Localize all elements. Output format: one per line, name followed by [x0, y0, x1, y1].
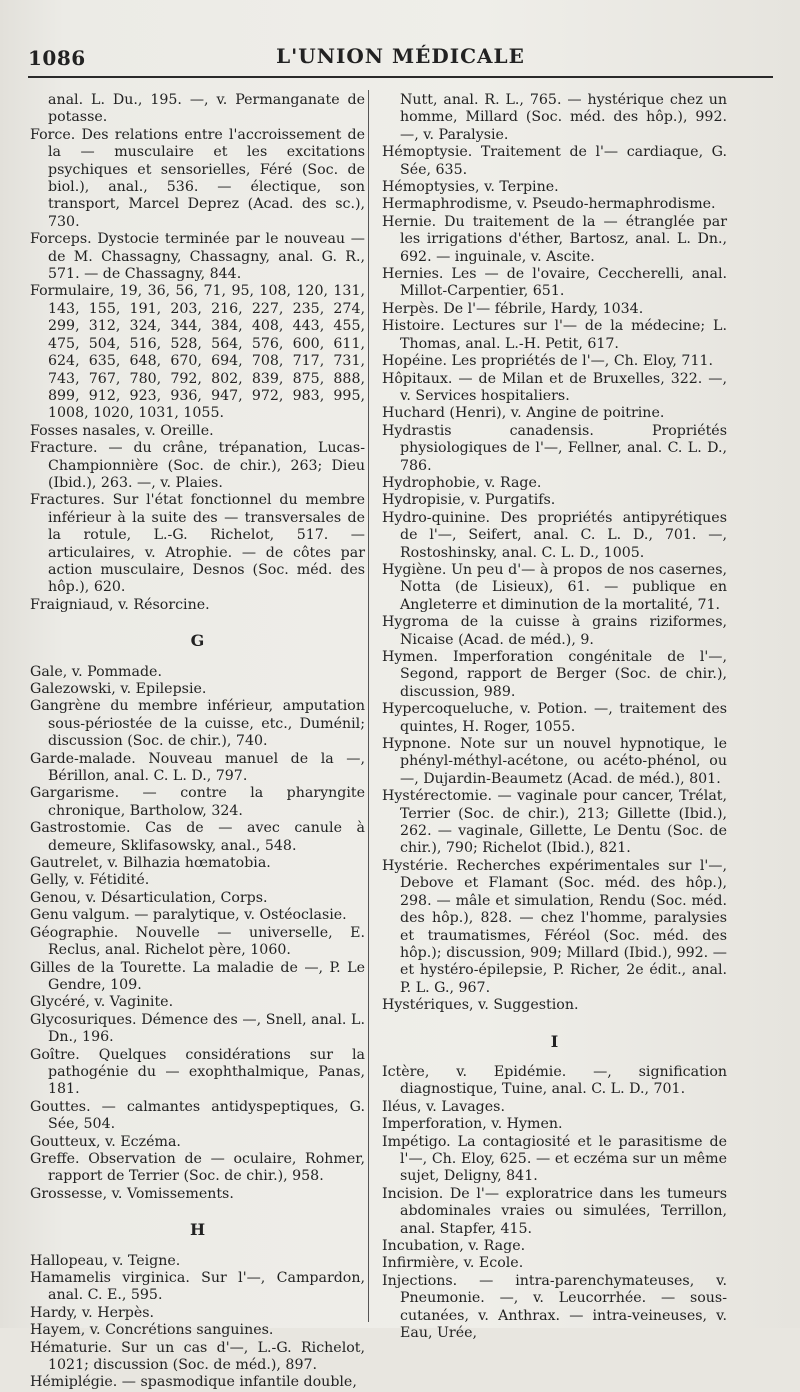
index-entry: Hallopeau, v. Teigne. [30, 1252, 181, 1269]
index-entry: Hydro-quinine. Des propriétés antipyrétiques de l'—, Seifert, anal. C. L. D., 701. —, Rostoshinsky, anal. C. L. D., 1005. [382, 509, 727, 561]
index-entry: Injections. — intra-parenchymateuses, v. Pneumonie. —, v. Leucorrhée. — sous-cutanées, v. Anthrax. — intra-veineuses, v. Eau, Urée, [382, 1272, 727, 1342]
index-entry: Gargarisme. — contre la pharyngite chronique, Bartholow, 324. [30, 785, 365, 819]
index-entry: Hygiène. Un peu d'— à propos de nos casernes, Notta (de Lisieux), 61. — publique en Angleterre et diminution de la mortalité, 71. [382, 561, 727, 613]
journal-title: L'UNION MÉDICALE [276, 44, 525, 68]
index-entry: Hystériques, v. Suggestion. [382, 997, 579, 1014]
section-heading: H [189, 1220, 206, 1240]
index-entry: Incision. De l'— exploratrice dans les tumeurs abdominales vraies ou simulées, Terrillon, anal. Stapfer, 415. [382, 1185, 727, 1237]
index-entry-continued: anal. L. Du., 195. —, v. Permanganate de potasse. [48, 92, 365, 126]
index-entry: Glycéré, v. Vaginite. [30, 994, 174, 1011]
index-entry: Herpès. De l'— fébrile, Hardy, 1034. [382, 300, 644, 317]
index-entry: Hardy, v. Herpès. [30, 1304, 155, 1321]
index-entry: Fraigniaud, v. Résorcine. [30, 596, 210, 613]
column-divider [368, 90, 369, 1322]
index-entry: Goutteux, v. Eczéma. [30, 1133, 181, 1150]
index-entry: Grossesse, v. Vomissements. [30, 1185, 234, 1202]
index-entry: Hystérectomie. — vaginale pour cancer, Trélat, Terrier (Soc. de chir.), 213; Gillette (Ibid.), 262. — vaginale, Gillette, Le Dentu (Soc. de chir.), 790; Richelot (Ibid.), 821. [382, 788, 727, 857]
index-entry: Impétigo. La contagiosité et le parasitisme de l'—, Ch. Eloy, 625. — et eczéma sur un même sujet, Deligny, 841. [382, 1133, 727, 1185]
page-number: 1086 [28, 46, 86, 70]
index-entry: Forceps. Dystocie terminée par le nouveau — de M. Chassagny, Chassagny, anal. G. R., 571. — de Chassagny, 844. [30, 231, 365, 283]
index-entry: Formulaire, 19, 36, 56, 71, 95, 108, 120, 131, 143, 155, 191, 203, 216, 227, 235, 274, 299, 312, 324, 344, 384, 408, 443, 455, 475, 504, 516, 528, 564, 576, 600, 611, 624, 635, 648, 670, 694, 708, 717, 731, 743, 767, 780, 792, 802, 839, 875, 888, 899, 912, 923, 936, 947, 972, 983, 995, 1008, 1020, 1031, 1055. [30, 283, 365, 422]
index-entry: Incubation, v. Rage. [382, 1238, 526, 1254]
index-entry: Hernies. Les — de l'ovaire, Ceccherelli, anal. Millot-Carpentier, 651. [382, 266, 727, 300]
index-entry: Hayem, v. Concrétions sanguines. [30, 1322, 274, 1339]
index-entry: Gangrène du membre inférieur, amputation sous-périostée de la cuisse, etc., Duménil; discussion (Soc. de chir.), 740. [30, 698, 365, 750]
index-entry: Hermaphrodisme, v. Pseudo-hermaphrodisme. [382, 196, 716, 213]
index-entry: Hématurie. Sur un cas d'—, L.-G. Richelot, 1021; discussion (Soc. de méd.), 897. [30, 1339, 365, 1374]
index-entry: Hygroma de la cuisse à grains riziformes, Nicaise (Acad. de méd.), 9. [382, 614, 727, 648]
index-entry: Genu valgum. — paralytique, v. Ostéoclasie. [30, 907, 347, 924]
index-entry: Hypercoqueluche, v. Potion. —, traitement des quintes, H. Roger, 1055. [382, 701, 727, 735]
index-entry: Gilles de la Tourette. La maladie de —, P. Le Gendre, 109. [30, 959, 365, 993]
index-entry: Hémoptysie. Traitement de l'— cardiaque, G. Sée, 635. [382, 144, 727, 178]
right-column [382, 92, 727, 1342]
index-entry: Infirmière, v. Ecole. [382, 1255, 524, 1272]
index-entry: Hystérie. Recherches expérimentales sur l'—, Debove et Flamant (Soc. méd. des hôp.), 298. — mâle et simulation, Rendu (Soc. méd. des hôp.), 828. — chez l'homme, paralysies et traumatismes, Féréol (Soc. méd. des hôp.); discussion, 909; Millard (Ibid.), 992. — et hystéro-épilepsie, P. Richer, 2e édit., anal. P. L. G., 967. [382, 857, 727, 996]
index-entry: Hernie. Du traitement de la — étranglée par les irrigations d'éther, Bartosz, anal. L. Dn., 692. — inguinale, v. Ascite. [382, 213, 727, 265]
index-entry: Gale, v. Pommade. [30, 663, 162, 680]
index-entry: Imperforation, v. Hymen. [382, 1116, 563, 1133]
section-heading: I [550, 1031, 559, 1051]
index-entry: Huchard (Henri), v. Angine de poitrine. [382, 405, 665, 422]
index-entry: Hopéine. Les propriétés de l'—, Ch. Eloy, 711. [382, 353, 714, 370]
index-entry: Gautrelet, v. Bilhazia hœmatobia. [30, 855, 271, 872]
page-header [28, 42, 773, 78]
index-entry: Gelly, v. Fétidité. [30, 872, 150, 889]
index-entry: Hamamelis virginica. Sur l'—, Campardon, anal. C. E., 595. [30, 1270, 365, 1304]
index-entry: Fractures. Sur l'état fonctionnel du membre inférieur à la suite des — transversales de la rotule, L.-G. Richelot, 517. — articulaires, v. Atrophie. — de côtes par action musculaire, Desnos (Soc. méd. des hôp.), 620. [30, 492, 365, 596]
left-column [30, 92, 365, 1392]
index-entry: Garde-malade. Nouveau manuel de la —, Bérillon, anal. C. L. D., 797. [30, 750, 365, 785]
index-entry: Hymen. Imperforation congénitale de l'—, Segond, rapport de Berger (Soc. de chir.), discussion, 989. [382, 649, 727, 700]
index-entry: Hydropisie, v. Purgatifs. [382, 492, 556, 509]
index-entry: Hémiplégie. — spasmodique infantile double, [30, 1374, 357, 1391]
index-entry: Ictère, v. Epidémie. —, signification diagnostique, Tuine, anal. C. L. D., 701. [382, 1063, 727, 1098]
index-entry: Goître. Quelques considérations sur la pathogénie du — exophthalmique, Panas, 181. [30, 1046, 365, 1098]
index-entry: Histoire. Lectures sur l'— de la médecine; L. Thomas, anal. L.-H. Petit, 617. [382, 318, 727, 352]
index-entry: Glycosuriques. Démence des —, Snell, anal. L. Dn., 196. [30, 1011, 365, 1046]
index-entry: Hydrophobie, v. Rage. [382, 474, 542, 491]
index-entry: Force. Des relations entre l'accroissement de la — musculaire et les excitations psychiques et sensorielles, Féré (Soc. de biol.), anal., 536. — électique, son transport, Marcel Deprez (Acad. des sc.), 730. [30, 126, 365, 230]
index-entry: Hémoptysies, v. Terpine. [382, 179, 559, 196]
index-entry: Hydrastis canadensis. Propriétés physiologiques de l'—, Fellner, anal. C. L. D., 786. [382, 422, 727, 474]
index-entry: Iléus, v. Lavages. [382, 1098, 505, 1115]
index-entry: Gouttes. — calmantes antidyspeptiques, G. Sée, 504. [30, 1098, 365, 1133]
index-entry: Hôpitaux. — de Milan et de Bruxelles, 322. —, v. Services hospitaliers. [382, 370, 727, 404]
section-heading: G [190, 631, 205, 651]
index-entry: Fracture. — du crâne, trépanation, Lucas-Championnière (Soc. de chir.), 263; Dieu (Ibid.), 263. —, v. Plaies. [30, 440, 365, 491]
index-entry: Fosses nasales, v. Oreille. [30, 422, 214, 439]
index-entry-continued: Nutt, anal. R. L., 765. — hystérique chez un homme, Millard (Soc. méd. des hôp.), 992. —, v. Paralysie. [400, 92, 727, 143]
index-entry: Greffe. Observation de — oculaire, Rohmer, rapport de Terrier (Soc. de chir.), 958. [30, 1150, 365, 1185]
index-entry: Hypnone. Note sur un nouvel hypnotique, le phényl-méthyl-acétone, ou acéto-phénol, ou —, Dujardin-Beaumetz (Acad. de méd.), 801. [382, 736, 727, 787]
index-entry: Géographie. Nouvelle — universelle, E. Reclus, anal. Richelot père, 1060. [30, 924, 365, 959]
index-entry: Galezowski, v. Epilepsie. [30, 681, 207, 697]
index-entry: Genou, v. Désarticulation, Corps. [30, 889, 268, 906]
index-entry: Gastrostomie. Cas de — avec canule à demeure, Sklifasowsky, anal., 548. [30, 820, 365, 854]
